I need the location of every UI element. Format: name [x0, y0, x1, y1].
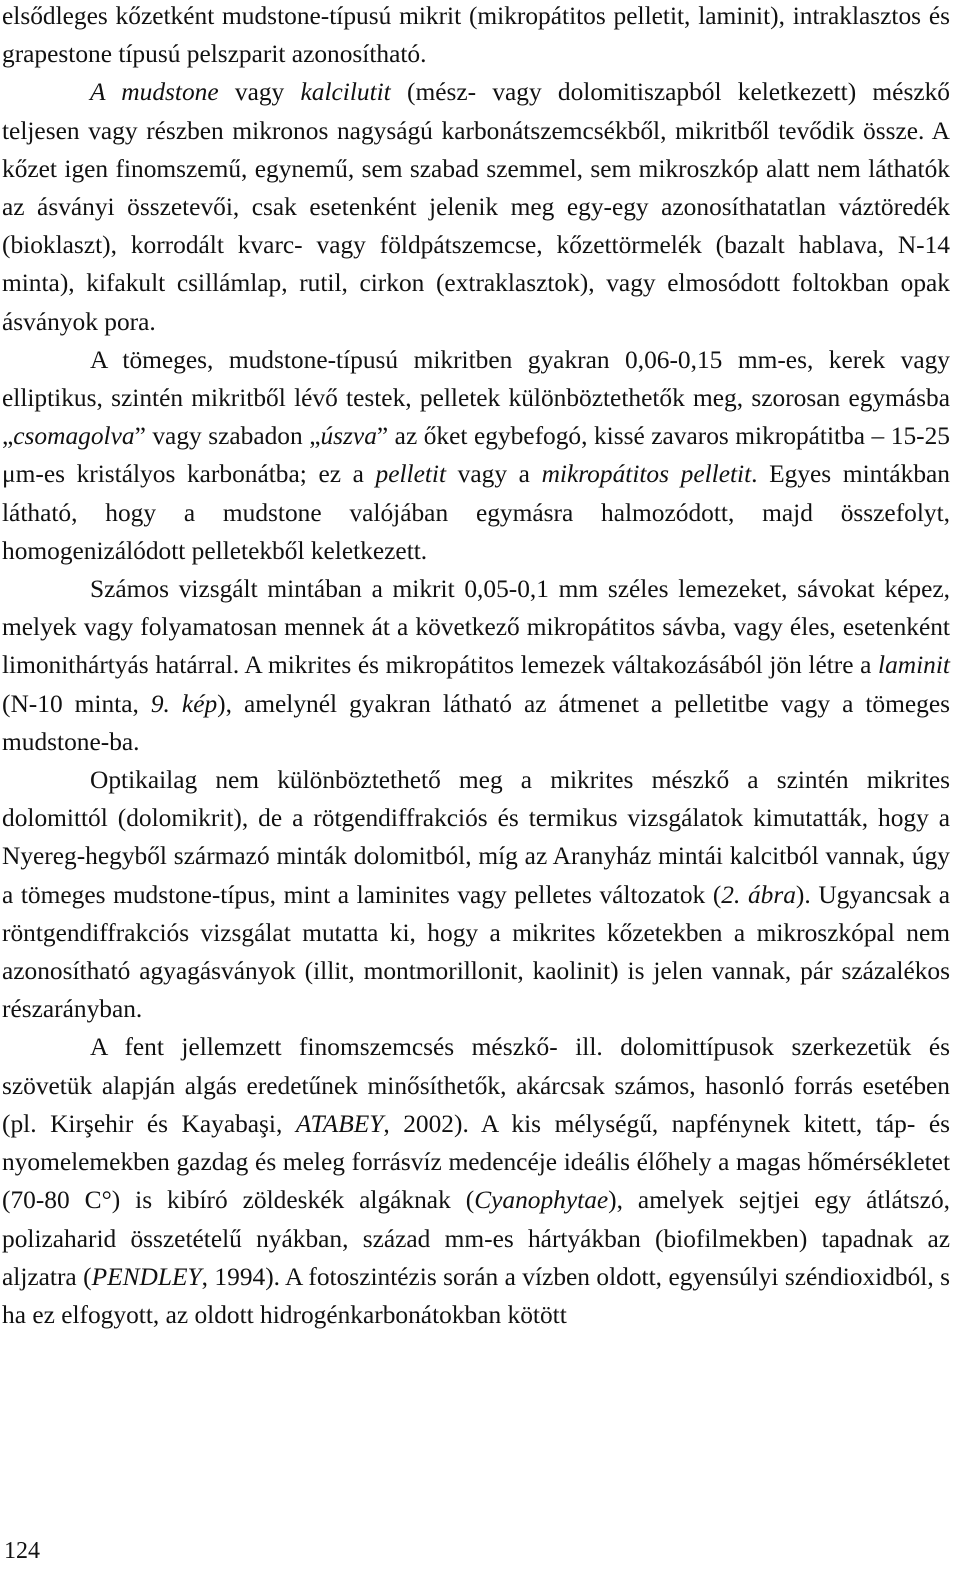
text-run: (mész- vagy dolomitiszapból keletkezett) mészkő teljesen vagy részben mikronos nagyságú karbonátszemcsékből, mikritből tevődik össze. A kőzet igen finomszemű, egynemű, sem szabad szemmel, sem mikroszkóp alatt nem láthatók az ásványi összetevői, csak esetenként jelenik meg egy-egy azonosíthatatlan váztöredék (bioklaszt), korrodált kvarc- vagy földpátszemcse, kőzettörmelék (bazalt hablava, N-14 minta), kifakult csillámlap, rutil, cirkon (extraklasztok), vagy elmosódott foltokban opak ásványok pora.	[2, 78, 950, 336]
italic-term: laminit	[878, 651, 950, 680]
text-run: elsődleges kőzetként mudstone-típusú mikrit (mikropátitos pelletit, laminit), intraklasztos és grapestone típusú pelszparit azonosítható.	[2, 2, 950, 69]
text-run: . Egyes mintákban látható, hogy a mudstone valójában egymásra halmozódott, majd összefolyt, homogenizálódott pelletekből keletkezett.	[2, 460, 950, 565]
text-run: , 1994). A fotoszintézis során a vízben oldott, egyensúlyi széndioxidból, s ha ez elfogyott, az oldott hidrogénkarbonátokban kötött	[2, 1262, 951, 1329]
text-run: (N-10 minta,	[2, 689, 151, 718]
italic-term: Cyanophytae	[474, 1186, 609, 1215]
text-run: Optikailag nem különböztethető meg a mikrites mészkő a szintén mikrites dolomittól (dolomikrit), de a rötgendiffrakciós és termikus vizsgálatok kimutatták, hogy a Nyereg-hegyből származó minták dolomitból, míg az Aranyház mintái kalcitból vannak, úgy a tömeges mudstone-típus, mint a laminites vagy pelletes változatok (	[2, 766, 950, 909]
italic-term: kalcilutit	[300, 78, 391, 107]
italic-term: ATABEY	[295, 1109, 384, 1138]
italic-term: PENDLEY	[91, 1262, 202, 1291]
text-run: Számos vizsgált mintában a mikrit 0,05-0,1 mm széles lemezeket, sávokat képez, melyek vagy folyamatosan mennek át a következő mikropátitos sávba, vagy éles, esetenként limonithártyás határral. A mikrites és mikropátitos lemezek váltakozásából jön létre a	[2, 575, 950, 680]
text-run: , 2002). A kis mélységű, napfénynek kitett, táp- és nyomelemekben gazdag és meleg forrásvíz medencéje ideális élőhely a magas hőmérsékletet (70-80 C°) is kibíró zöldeskék algáknak (	[2, 1109, 950, 1215]
italic-term: 9. kép	[150, 689, 218, 718]
paragraph	[2, 761, 950, 1028]
italic-term: úszva	[320, 422, 377, 451]
paragraph	[2, 1028, 950, 1334]
text-run: ). Ugyancsak a röntgendiffrakciós vizsgálat mutatta ki, hogy a mikrites kőzetekben a mikroszkópal nem azonosítható agyagásványok (illit, montmorillonit, kaolinit) is jelen vannak, pár százalékos részarányban.	[2, 880, 951, 1024]
paragraph	[2, 570, 950, 761]
text-run: A fent jellemzett finomszemcsés mészkő- ill. dolomittípusok szerkezetük és szövetük alapján algás eredetűnek minősíthetők, akárcsak számos, hasonló forrás esetében (pl. Kirşehir és Kayabaşi,	[2, 1033, 950, 1138]
text-run: vagy a	[446, 460, 542, 489]
body-text	[2, 0, 950, 1334]
text-run: A tömeges, mudstone-típusú mikritben gyakran 0,06-0,15 mm-es, kerek vagy elliptikus, szintén mikritből lévő testek, pelletek különböztethetők meg, szorosan egymásba „	[2, 345, 950, 451]
paragraph	[2, 341, 950, 570]
text-run: ), amelyek sejtjei egy átlátszó, polizaharid összetételű nyákban, század mm-es hártyákban (biofilmekben) tapadnak az aljzatra (	[2, 1186, 950, 1291]
page-number: 124	[4, 1538, 40, 1564]
italic-term: pelletit	[375, 460, 447, 489]
italic-term: mikropátitos pelletit	[541, 460, 752, 489]
text-run: vagy	[218, 78, 301, 107]
text-run: ” az őket egybefogó, kissé zavaros mikropátitba – 15-25 μm-es kristályos karbonátba; ez a	[2, 422, 950, 489]
italic-term: A mudstone	[90, 78, 219, 107]
italic-term: csomagolva	[13, 422, 135, 451]
paragraph	[2, 0, 950, 73]
text-run: ), amelynél gyakran látható az átmenet a pelletitbe vagy a tömeges mudstone-ba.	[2, 689, 950, 756]
text-run: ” vagy szabadon „	[134, 422, 321, 451]
paragraph	[2, 73, 950, 340]
italic-term: 2. ábra	[721, 880, 796, 909]
